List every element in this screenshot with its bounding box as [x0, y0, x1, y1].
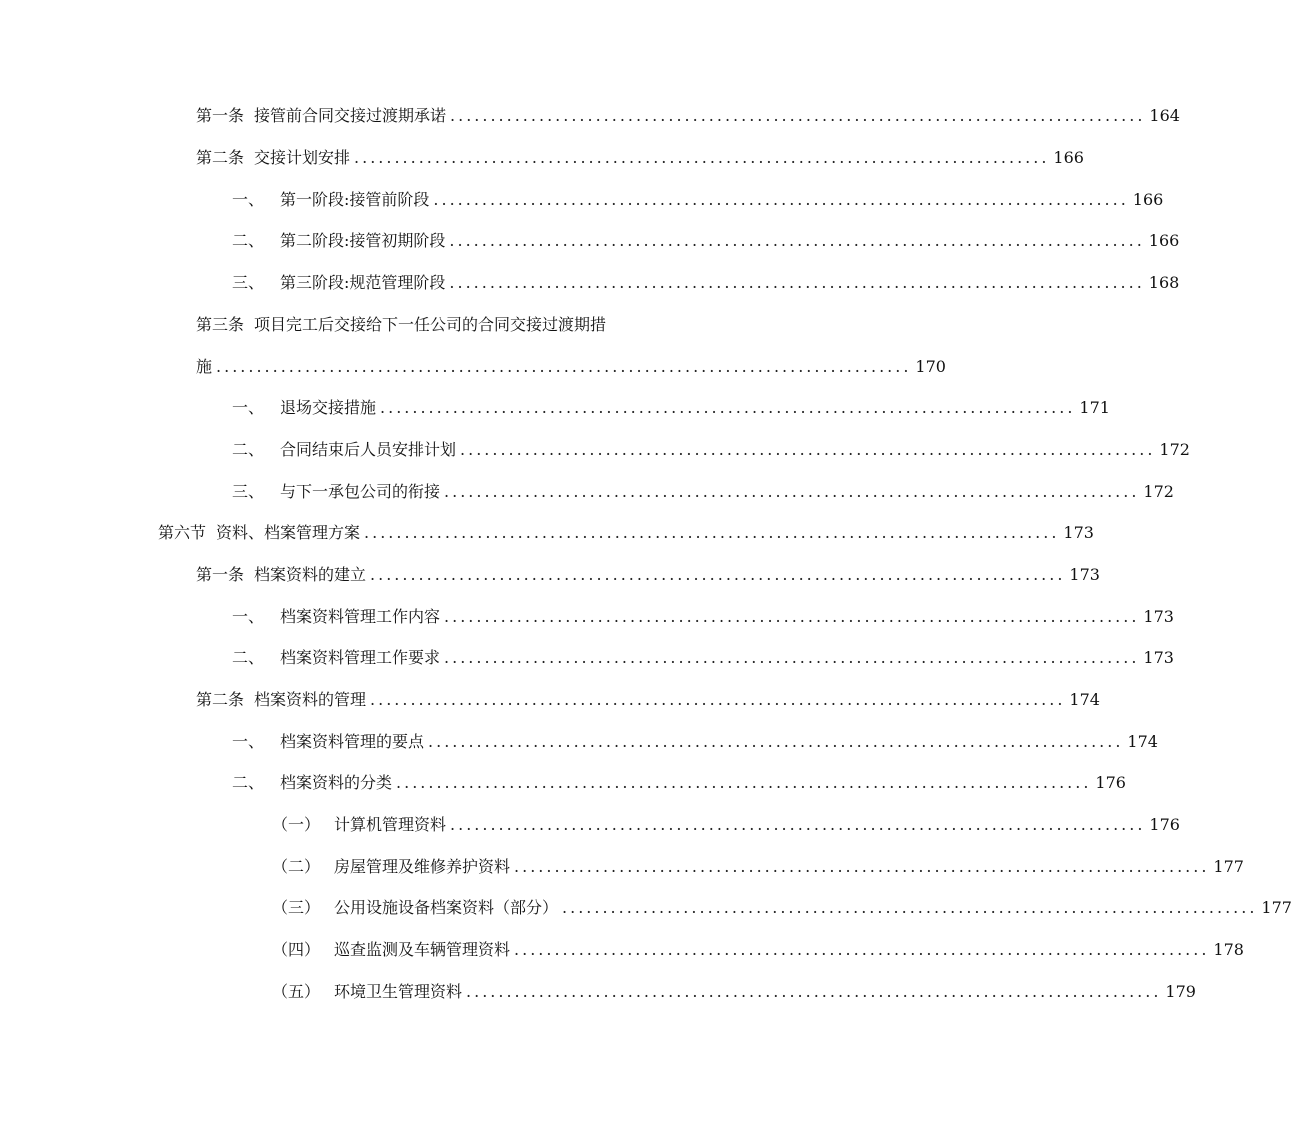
toc-entry[interactable] [232, 480, 1174, 504]
toc-entry[interactable] [196, 355, 946, 379]
toc-entry[interactable] [196, 688, 1100, 712]
toc-page-number: 177 [1213, 857, 1244, 876]
dot-leader: ...................................................................................... [466, 982, 1162, 1001]
dot-leader: ...................................................................................... [428, 732, 1124, 751]
toc-entry[interactable] [232, 646, 1174, 670]
dot-leader: ...................................................................................... [450, 815, 1146, 834]
dot-leader: ...................................................................................... [370, 565, 1066, 584]
toc-entry[interactable] [272, 938, 1244, 962]
dot-leader: ...................................................................................... [380, 398, 1076, 417]
dot-leader: ...................................................................................... [216, 357, 912, 376]
toc-entry-label: （四） 巡查监测及车辆管理资料 [272, 940, 511, 959]
toc-entry[interactable] [232, 730, 1158, 754]
toc-entry-label: 三、 第三阶段:规范管理阶段 [232, 273, 446, 292]
toc-page-number: 170 [915, 357, 946, 376]
toc-entry[interactable] [272, 855, 1244, 879]
toc-entry-label: 第二条 交接计划安排 [196, 148, 351, 167]
toc-page-number: 166 [1053, 148, 1084, 167]
toc-page-number: 173 [1143, 648, 1174, 667]
dot-leader: ...................................................................................... [364, 523, 1060, 542]
toc-entry-label: 二、 第二阶段:接管初期阶段 [232, 231, 446, 250]
toc-entry-label: （二） 房屋管理及维修养护资料 [272, 857, 511, 876]
toc-page-number: 178 [1213, 940, 1244, 959]
toc-entry-label: 二、 档案资料的分类 [232, 773, 393, 792]
toc-entry-label: 一、 退场交接措施 [232, 398, 377, 417]
toc-entry[interactable] [232, 771, 1126, 795]
toc-page-number: 176 [1095, 773, 1126, 792]
dot-leader: ...................................................................................... [444, 607, 1140, 626]
toc-entry-label: 第二条 档案资料的管理 [196, 690, 367, 709]
toc-entry-label: （五） 环境卫生管理资料 [272, 982, 463, 1001]
dot-leader: ...................................................................................... [370, 690, 1066, 709]
toc-entry-label: 一、 档案资料管理的要点 [232, 732, 425, 751]
dot-leader: ...................................................................................... [396, 773, 1092, 792]
toc-entry[interactable] [196, 146, 1084, 170]
dot-leader: ...................................................................................... [449, 231, 1145, 250]
toc-entry[interactable] [232, 605, 1174, 629]
toc-entry[interactable] [232, 188, 1164, 212]
toc-entry-label: 第三条 项目完工后交接给下一任公司的合同交接过渡期措 [196, 315, 607, 334]
toc-page-number: 173 [1069, 565, 1100, 584]
toc-page-number: 164 [1149, 106, 1180, 125]
toc-entry[interactable] [158, 521, 1094, 545]
dot-leader: ...................................................................................... [449, 273, 1145, 292]
toc-page-number: 172 [1159, 440, 1190, 459]
toc-page-number: 174 [1069, 690, 1100, 709]
dot-leader: ...................................................................................... [562, 898, 1258, 917]
toc-entry-label: 第一条 档案资料的建立 [196, 565, 367, 584]
dot-leader: ...................................................................................... [444, 648, 1140, 667]
dot-leader: ...................................................................................... [354, 148, 1050, 167]
toc-entry-label: 一、 第一阶段:接管前阶段 [232, 190, 430, 209]
toc-page-number: 174 [1127, 732, 1158, 751]
toc-entry[interactable] [232, 229, 1180, 253]
toc-page-number: 172 [1143, 482, 1174, 501]
toc-entry[interactable] [196, 104, 1180, 128]
toc-page-number: 166 [1132, 190, 1164, 209]
toc-entry[interactable] [232, 271, 1180, 295]
dot-leader: ...................................................................................... [433, 190, 1129, 209]
toc-page-number: 173 [1063, 523, 1094, 542]
toc-entry[interactable] [272, 813, 1180, 837]
toc-page-number: 177 [1261, 898, 1292, 917]
toc-entry-label: 一、 档案资料管理工作内容 [232, 607, 441, 626]
dot-leader: ...................................................................................... [450, 106, 1146, 125]
toc-entry-label: 二、 档案资料管理工作要求 [232, 648, 441, 667]
toc-page-number: 173 [1143, 607, 1174, 626]
dot-leader: ...................................................................................... [514, 940, 1210, 959]
toc-entry[interactable] [272, 980, 1196, 1004]
toc-page-number: 176 [1149, 815, 1180, 834]
toc-entry[interactable] [232, 438, 1190, 462]
toc-page-number: 168 [1148, 273, 1180, 292]
toc-entry[interactable] [232, 396, 1110, 420]
toc-entry-label: 第六节 资料、档案管理方案 [158, 523, 361, 542]
toc-entry-label: （三） 公用设施设备档案资料（部分） [272, 898, 559, 917]
toc-entry-wrapped-first-line[interactable] [196, 313, 673, 337]
dot-leader: ...................................................................................... [460, 440, 1156, 459]
toc-entry[interactable] [272, 896, 1292, 920]
dot-leader: ...................................................................................... [444, 482, 1140, 501]
toc-entry-label: （一） 计算机管理资料 [272, 815, 447, 834]
toc-page-number: 166 [1148, 231, 1180, 250]
dot-leader: ...................................................................................... [514, 857, 1210, 876]
toc-page-number: 179 [1165, 982, 1196, 1001]
toc-entry-label: 二、 合同结束后人员安排计划 [232, 440, 457, 459]
toc-entry-label-continued: 施 [196, 357, 213, 376]
toc-entry[interactable] [196, 563, 1100, 587]
toc-entry-label: 三、 与下一承包公司的衔接 [232, 482, 441, 501]
toc-entry-label: 第一条 接管前合同交接过渡期承诺 [196, 106, 447, 125]
toc-page-number: 171 [1079, 398, 1110, 417]
